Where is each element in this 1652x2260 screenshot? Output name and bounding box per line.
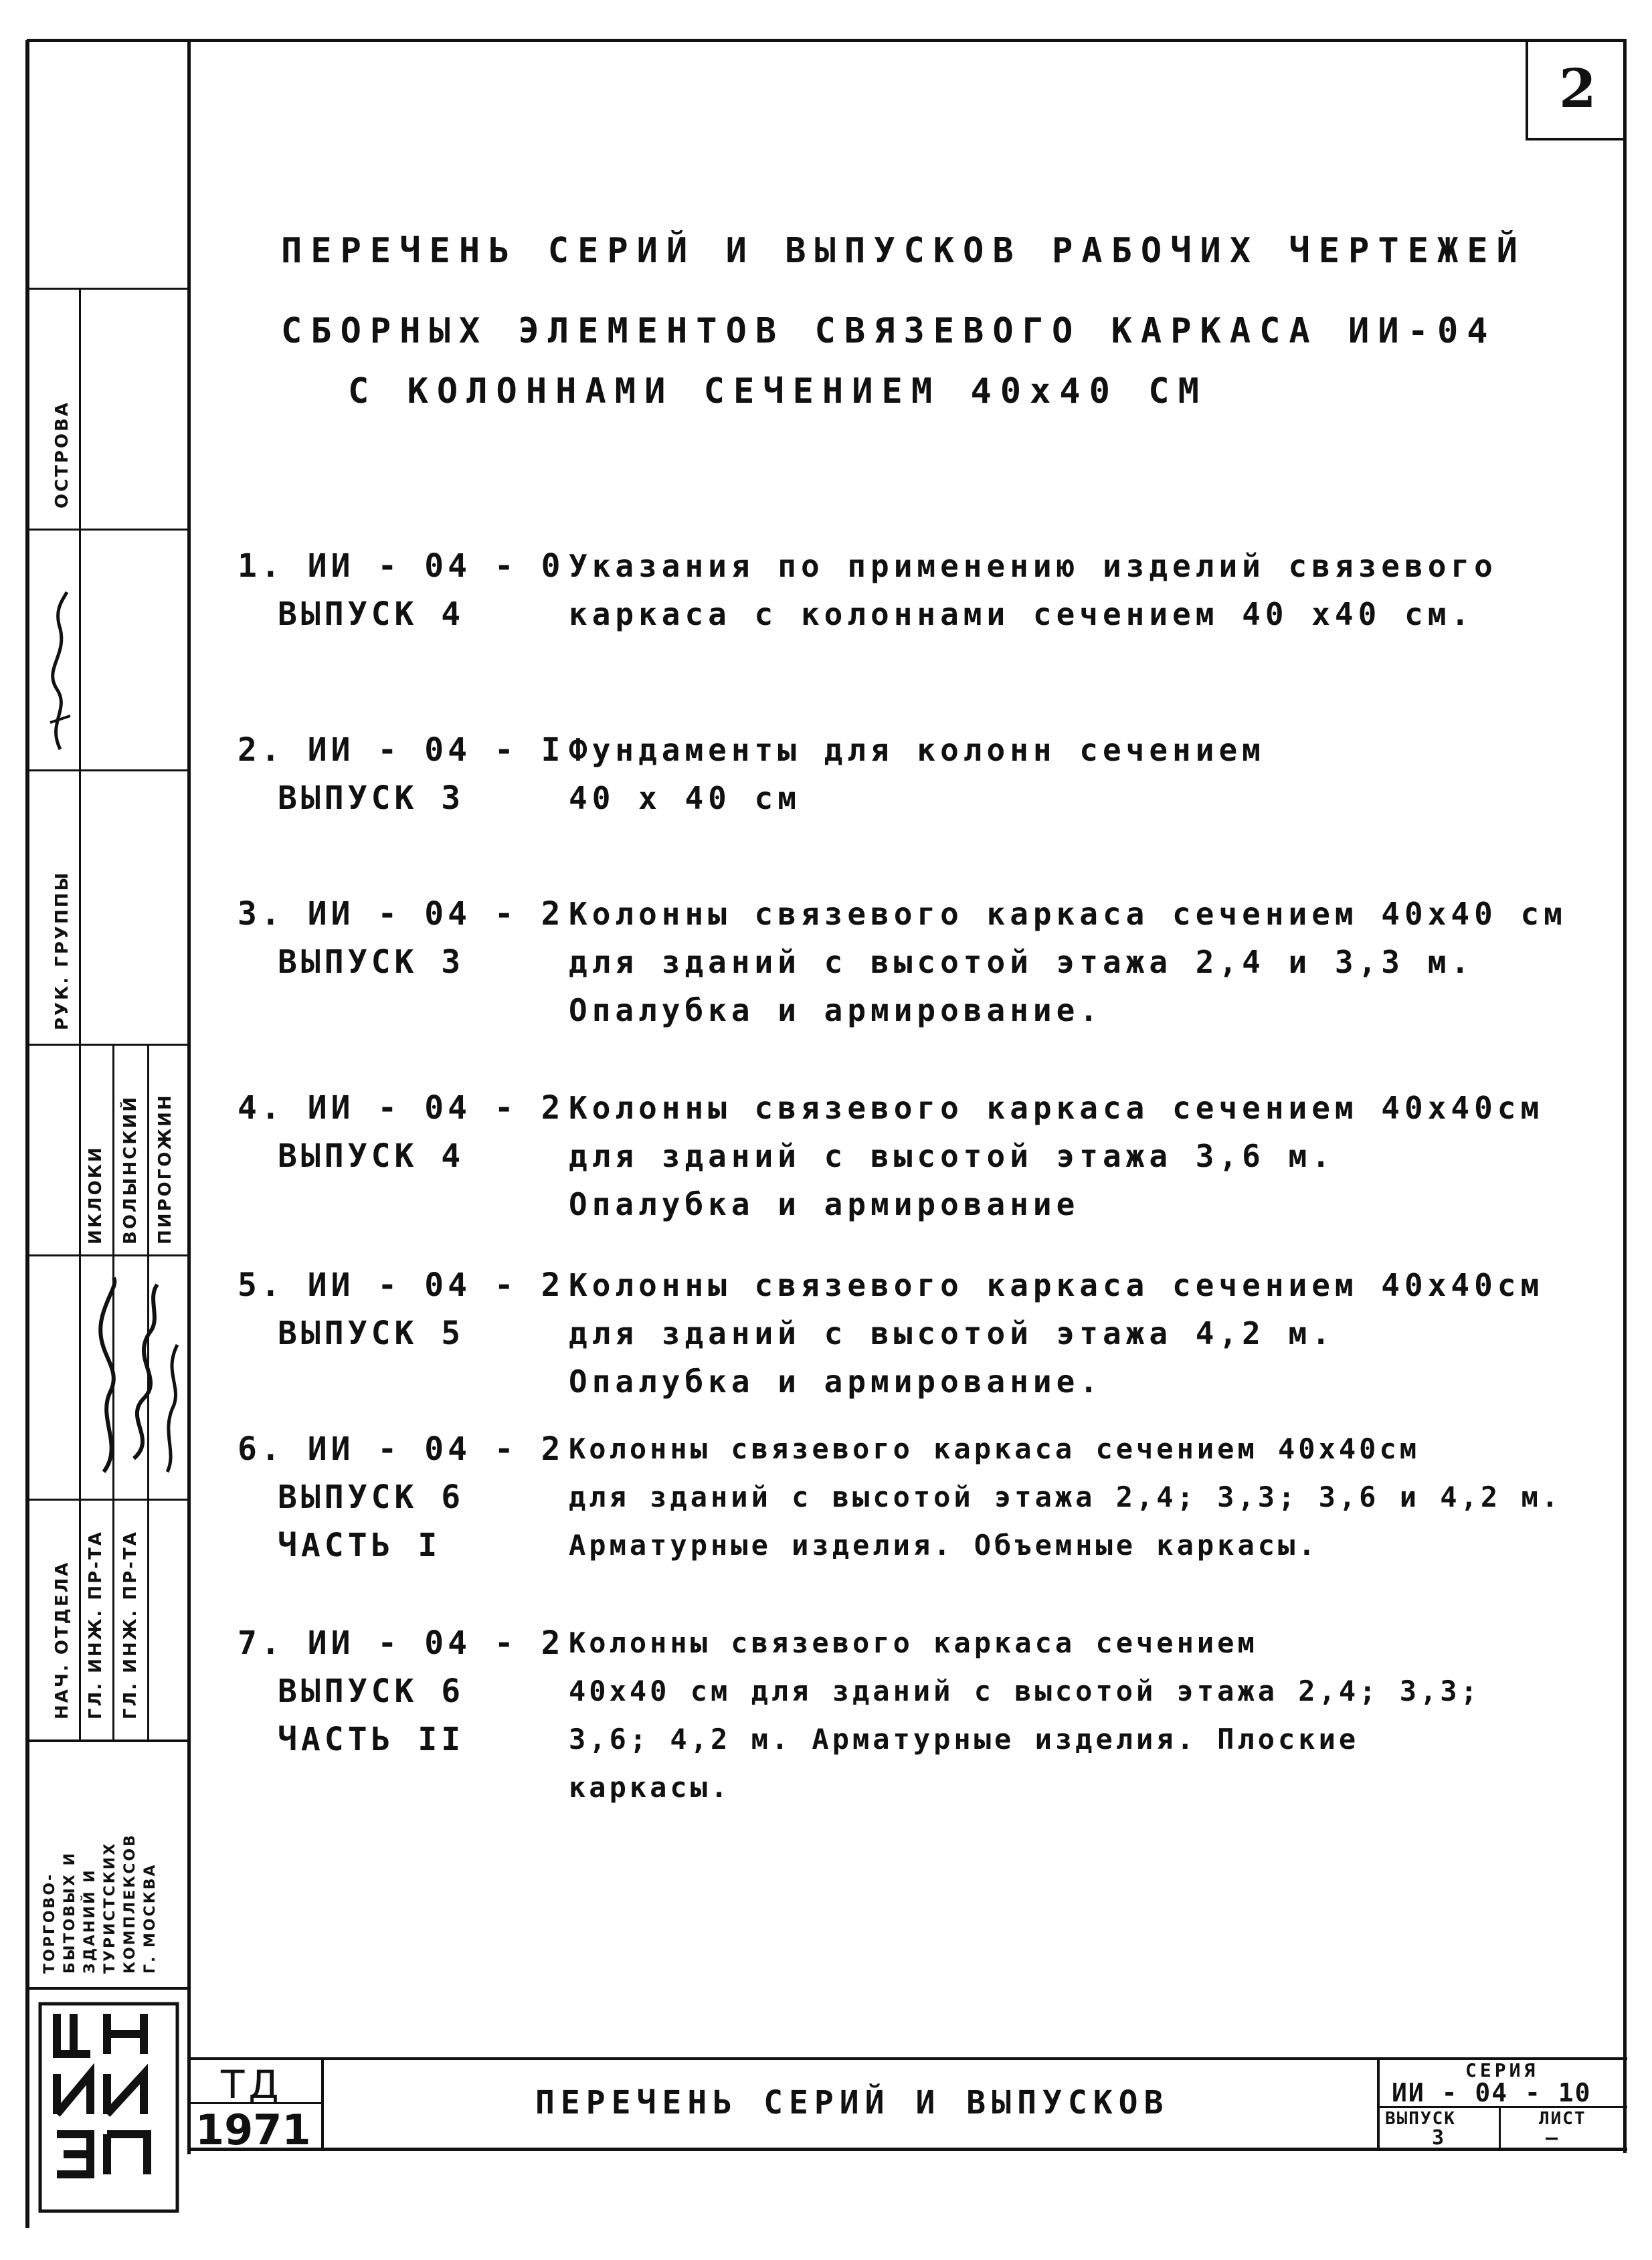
- description-line: каркаса с колоннами сечением 40 х40 см.: [569, 596, 1475, 632]
- td-label: ТД: [221, 2062, 283, 2107]
- frame-left-edge: [25, 40, 29, 2228]
- doc-title-line-3: С КОЛОННАМИ СЕЧЕНИЕМ 40х40 СМ: [348, 371, 1208, 411]
- org-line: ЗДАНИЙ И: [82, 1868, 98, 1974]
- description-line: Колонны связевого каркаса сечением 40х40 см: [569, 896, 1567, 932]
- series-code: 3. ИИ - 04 - 2: [238, 895, 565, 933]
- name-label: ОСТРОВА: [52, 400, 72, 508]
- name-label: ПИРОГОЖИН: [155, 1093, 175, 1244]
- description-line: Колонны связевого каркаса сечением 40х40см: [569, 1267, 1544, 1303]
- description-line: Указания по применению изделий связевого: [569, 548, 1497, 584]
- series-code: 7. ИИ - 04 - 2: [238, 1624, 565, 1662]
- entry-6-code: [238, 1425, 565, 1570]
- signature-image: [33, 589, 80, 756]
- description-line: Колонны связевого каркаса сечением 40х40см: [569, 1432, 1420, 1465]
- side-stamp-divider: [27, 529, 189, 531]
- issue-label: ВЫПУСК 4: [278, 595, 465, 633]
- series-label: СЕРИЯ: [1465, 2059, 1539, 2081]
- page-number-box-left: [1526, 40, 1528, 140]
- series-code: 5. ИИ - 04 - 2: [238, 1266, 565, 1304]
- description-line: Фундаменты для колонн сечением: [569, 732, 1265, 768]
- org-line: БЫТОВЫХ И: [62, 1851, 78, 1974]
- side-stamp-divider: [27, 1987, 189, 1990]
- series-value: ИИ - 04 - 10: [1392, 2078, 1592, 2107]
- issue-label: ВЫПУСК 3: [278, 779, 465, 817]
- page-number-box-bottom: [1526, 138, 1626, 140]
- org-line: ТУРИСТСКИХ: [102, 1841, 118, 1974]
- entry-7-description: [569, 1619, 1481, 1812]
- role-label: ГЛ. ИНЖ. ПР-ТА: [120, 1530, 141, 1719]
- entry-3-description: [569, 890, 1567, 1034]
- description-line: для зданий с высотой этажа 2,4; 3,3; 3,6 и 4,2 м.: [569, 1481, 1562, 1513]
- org-line: Г. МОСКВА: [142, 1863, 159, 1974]
- sheet-value: —: [1546, 2126, 1558, 2150]
- side-stamp-divider: [27, 288, 189, 290]
- role-label: ГЛ. ИНЖ. ПР-ТА: [86, 1530, 106, 1719]
- entry-2-code: [238, 726, 565, 822]
- side-stamp-column: [79, 288, 81, 1739]
- title-block-divider: [321, 2057, 324, 2151]
- description-line: Опалубка и армирование: [569, 1186, 1080, 1222]
- entry-5-code: [238, 1261, 565, 1357]
- doc-title-line-2: СБОРНЫХ ЭЛЕМЕНТОВ СВЯЗЕВОГО КАРКАСА ИИ-04: [281, 311, 1497, 351]
- description-line: Опалубка и армирование.: [569, 992, 1103, 1028]
- sheet-label: ЛИСТ: [1539, 2109, 1586, 2129]
- doc-title-line-1: ПЕРЕЧЕНЬ СЕРИЙ И ВЫПУСКОВ РАБОЧИХ ЧЕРТЕЖЕЙ: [281, 231, 1526, 271]
- entry-4-code: [238, 1084, 565, 1180]
- title-block-divider: [1377, 2057, 1380, 2151]
- description-line: для зданий с высотой этажа 2,4 и 3,3 м.: [569, 944, 1475, 980]
- description-line: Арматурные изделия. Объемные каркасы.: [569, 1529, 1319, 1562]
- org-line: КОМПЛЕКСОВ: [122, 1833, 139, 1974]
- entry-5-description: [569, 1261, 1544, 1406]
- issue-label: ВЫПУСК 6: [278, 1673, 465, 1710]
- issue-label: ВЫПУСК 3: [278, 943, 465, 981]
- description-line: Колонны связевого каркаса сечением: [569, 1626, 1258, 1659]
- series-code: 6. ИИ - 04 - 2: [238, 1430, 565, 1468]
- description-line: 40 х 40 см: [569, 780, 801, 816]
- series-code: 2. ИИ - 04 - I: [238, 731, 565, 769]
- side-stamp-divider: [27, 1739, 189, 1742]
- name-label: ВОЛЫНСКИЙ: [120, 1095, 141, 1244]
- description-line: 40х40 см для зданий с высотой этажа 2,4; 3,3;: [569, 1675, 1481, 1707]
- series-code: 4. ИИ - 04 - 2: [238, 1089, 565, 1127]
- issue-label: ВЫПУСК 6: [278, 1479, 465, 1516]
- side-stamp-divider: [27, 1254, 189, 1256]
- entry-3-code: [238, 890, 565, 986]
- institute-logo-image: [37, 2000, 181, 2215]
- side-strip-divider: [187, 40, 191, 2154]
- entry-2-description: [569, 726, 1265, 822]
- title-block-divider: [1499, 2106, 1501, 2150]
- description-line: для зданий с высотой этажа 4,2 м.: [569, 1315, 1335, 1351]
- entry-4-description: [569, 1084, 1544, 1228]
- frame-top: [27, 39, 1626, 42]
- title-block-top: [189, 2057, 1627, 2060]
- side-stamp-divider: [27, 769, 189, 771]
- year-label: 1971: [195, 2105, 311, 2154]
- issue-value: 3: [1432, 2126, 1445, 2150]
- description-line: Колонны связевого каркаса сечением 40х40см: [569, 1090, 1544, 1126]
- description-line: каркасы.: [569, 1771, 731, 1804]
- side-stamp-divider: [27, 1044, 189, 1046]
- issue-label: ВЫПУСК 5: [278, 1315, 465, 1352]
- frame-bottom: [189, 2148, 1627, 2151]
- issue-label: ВЫПУСК: [1385, 2109, 1456, 2129]
- role-label: РУК. ГРУППЫ: [52, 870, 72, 1030]
- frame-right: [1623, 39, 1627, 2153]
- name-label: ИКЛОКИ: [86, 1145, 106, 1244]
- page-number: 2: [1559, 57, 1596, 120]
- entry-1-description: [569, 542, 1497, 638]
- entry-1-code: [238, 542, 565, 638]
- description-line: 3,6; 4,2 м. Арматурные изделия. Плоские: [569, 1723, 1360, 1756]
- entry-7-code: [238, 1619, 565, 1764]
- part-label: ЧАСТЬ I: [278, 1527, 442, 1564]
- signature-image: [84, 1271, 184, 1492]
- description-line: для зданий с высотой этажа 3,6 м.: [569, 1138, 1335, 1174]
- role-label: НАЧ. ОТДЕЛА: [52, 1560, 72, 1719]
- description-line: Опалубка и армирование.: [569, 1363, 1103, 1400]
- org-line: ТОРГОВО-: [41, 1872, 58, 1974]
- series-code: 1. ИИ - 04 - 0: [238, 547, 565, 585]
- side-stamp-divider: [27, 1499, 189, 1501]
- part-label: ЧАСТЬ II: [278, 1721, 465, 1758]
- issue-label: ВЫПУСК 4: [278, 1137, 465, 1175]
- sheet-title: ПЕРЕЧЕНЬ СЕРИЙ И ВЫПУСКОВ: [535, 2084, 1170, 2122]
- entry-6-description: [569, 1425, 1562, 1570]
